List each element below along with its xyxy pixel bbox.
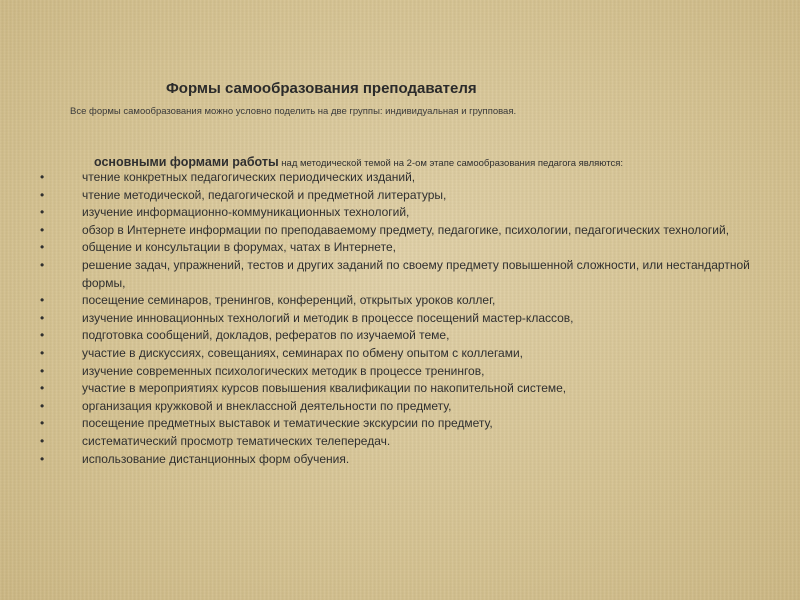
- list-item-text: обзор в Интернете информации по преподаваемому предмету, педагогике, психологии, педагогических технологий,: [82, 222, 730, 237]
- list-item: [0, 327, 760, 345]
- bullet-icon: •: [40, 345, 45, 360]
- list-item: [0, 239, 760, 257]
- list-item-text: посещение семинаров, тренингов, конференций, открытых уроков коллег,: [82, 293, 496, 308]
- list-item: [0, 187, 760, 205]
- bullet-icon: •: [40, 205, 45, 220]
- list-item: [0, 222, 760, 240]
- list-item: [0, 398, 760, 416]
- list-item: [0, 433, 760, 451]
- list-item: [0, 415, 760, 433]
- list-item: [0, 204, 760, 222]
- list-item-text: подготовка сообщений, докладов, рефератов по изучаемой теме,: [82, 328, 450, 343]
- list-item: [0, 380, 760, 398]
- intro-rest-text: над методической темой на 2-ом этапе самообразования педагога являются:: [278, 158, 624, 169]
- list-item: [0, 292, 760, 310]
- list-item-text: чтение конкретных педагогических периодических изданий,: [82, 170, 416, 184]
- list-item-text: общение и консультации в форумах, чатах в Интернете,: [82, 240, 396, 255]
- list-item-text: изучение информационно-коммуникационных технологий,: [82, 205, 410, 220]
- bullet-icon: •: [40, 451, 45, 466]
- list-item: [0, 345, 760, 363]
- bullet-icon: •: [40, 293, 45, 308]
- forms-list: [0, 169, 760, 468]
- list-item: [0, 169, 760, 187]
- list-item-text: участие в дискуссиях, совещаниях, семинарах по обмену опытом с коллегами,: [82, 345, 524, 360]
- list-item-text: посещение предметных выставок и тематические экскурсии по предмету,: [82, 416, 493, 431]
- list-item-text: изучение инновационных технологий и методик в процессе посещений мастер-классов,: [82, 310, 574, 325]
- list-item: [0, 310, 760, 328]
- bullet-icon: •: [40, 240, 45, 255]
- list-item-text: изучение современных психологических методик в процессе тренингов,: [82, 363, 485, 378]
- list-item-text: систематический просмотр тематических телепередач.: [82, 433, 391, 448]
- intro-bold-text: основными формами работы: [94, 155, 279, 169]
- slide-subtitle: Все формы самообразования можно условно поделить на две группы: индивидуальная и групповая.: [70, 106, 517, 117]
- bullet-icon: •: [40, 310, 45, 325]
- list-item: [0, 363, 760, 381]
- bullet-icon: •: [40, 222, 45, 237]
- list-item: [0, 451, 760, 469]
- bullet-icon: •: [40, 416, 45, 431]
- slide-title: Формы самообразования преподавателя: [166, 80, 477, 97]
- bullet-icon: •: [40, 398, 45, 413]
- bullet-icon: •: [40, 187, 45, 202]
- list-item-text: чтение методической, педагогической и предметной литературы,: [82, 187, 447, 202]
- bullet-icon: •: [40, 433, 45, 448]
- list-item-text: решение задач, упражнений, тестов и других заданий по своему предмету повышенной сложности, или нестандартной формы,: [82, 257, 750, 290]
- bullet-icon: •: [40, 328, 45, 343]
- list-item-text: участие в мероприятиях курсов повышения квалификации по накопительной системе,: [82, 381, 567, 396]
- bullet-icon: •: [40, 257, 45, 272]
- list-item-text: использование дистанционных форм обучения.: [82, 451, 350, 466]
- bullet-icon: •: [40, 363, 45, 378]
- list-item-text: организация кружковой и внеклассной деятельности по предмету,: [82, 398, 452, 413]
- bullet-icon: •: [40, 381, 45, 396]
- list-item: [0, 257, 760, 292]
- bullet-icon: •: [40, 170, 45, 184]
